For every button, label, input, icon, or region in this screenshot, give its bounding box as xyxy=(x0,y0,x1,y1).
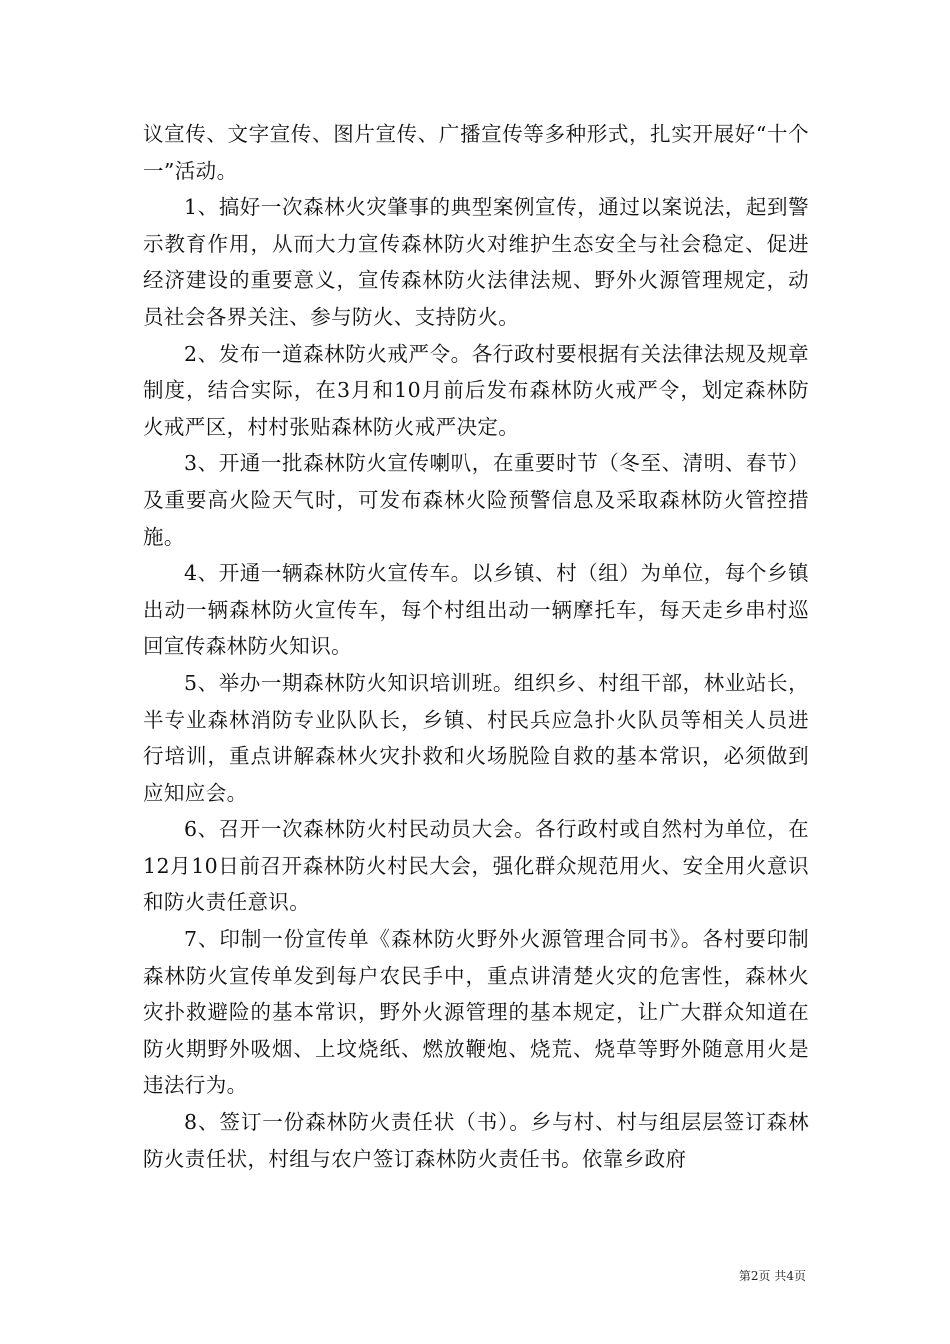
document-body xyxy=(143,116,809,1177)
paragraph-item-4: 4、开通一辆森林防火宣传车。以乡镇、村（组）为单位，每个乡镇出动一辆森林防火宣传车，每个村组出动一辆摩托车，每天走乡串村巡回宣传森林防火知识。 xyxy=(143,561,809,659)
paragraph-item-8: 8、签订一份森林防火责任状（书）。乡与村、村与组层层签订森林防火责任状，村组与农户签订森林防火责任书。依靠乡政府 xyxy=(143,1110,809,1171)
page-number-footer: 第2页 共4页 xyxy=(738,1269,806,1283)
paragraph-item-1: 1、搞好一次森林火灾肇事的典型案例宣传，通过以案说法，起到警示教育作用，从而大力宣传森林防火对维护生态安全与社会稳定、促进经济建设的重要意义，宣传森林防火法律法规、野外火源管理规定，动员社会各界关注、参与防火、支持防火。 xyxy=(143,195,809,329)
paragraph-continuation: 议宣传、文字宣传、图片宣传、广播宣传等多种形式，扎实开展好“十个一”活动。 xyxy=(143,122,809,183)
paragraph-item-6: 6、召开一次森林防火村民动员大会。各行政村或自然村为单位，在12月10日前召开森林防火村民大会，强化群众规范用火、安全用火意识和防火责任意识。 xyxy=(143,817,809,915)
paragraph-item-7: 7、印制一份宣传单《森林防火野外火源管理合同书》。各村要印制森林防火宣传单发到每户农民手中，重点讲清楚火灾的危害性，森林火灾扑救避险的基本常识，野外火源管理的基本规定，让广大群众知道在防火期野外吸烟、上坟烧纸、燃放鞭炮、烧荒、烧草等野外随意用火是违法行为。 xyxy=(143,927,809,1098)
paragraph-item-3: 3、开通一批森林防火宣传喇叭，在重要时节（冬至、清明、春节）及重要高火险天气时，可发布森林火险预警信息及采取森林防火管控措施。 xyxy=(143,451,809,549)
paragraph-item-2: 2、发布一道森林防火戒严令。各行政村要根据有关法律法规及规章制度，结合实际，在3月和10月前后发布森林防火戒严令，划定森林防火戒严区，村村张贴森林防火戒严决定。 xyxy=(143,341,809,439)
paragraph-item-5: 5、举办一期森林防火知识培训班。组织乡、村组干部，林业站长，半专业森林消防专业队队长，乡镇、村民兵应急扑火队员等相关人员进行培训，重点讲解森林火灾扑救和火场脱险自救的基本常识，必须做到应知应会。 xyxy=(143,670,809,805)
